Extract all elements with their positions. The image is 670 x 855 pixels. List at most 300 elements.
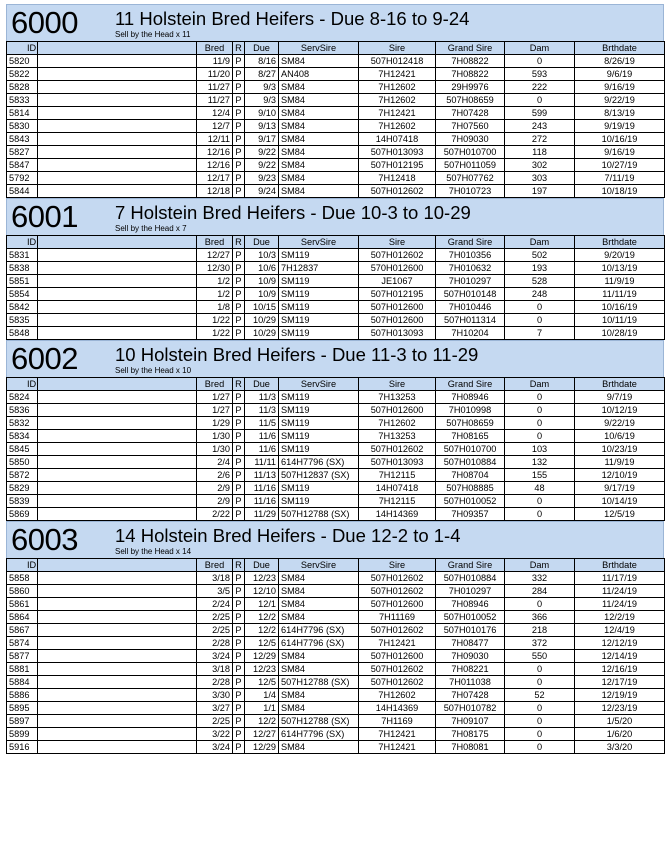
cell-bred: 3/27 bbox=[197, 702, 233, 715]
cell-due: 12/2 bbox=[245, 624, 279, 637]
cell-due: 10/29 bbox=[245, 314, 279, 327]
cell-birthdate: 12/16/19 bbox=[575, 663, 665, 676]
cell-bred: 12/30 bbox=[197, 262, 233, 275]
heifer-table bbox=[6, 377, 665, 521]
cell-bred: 2/25 bbox=[197, 624, 233, 637]
cell-due: 1/4 bbox=[245, 689, 279, 702]
cell-serv-sire: SM119 bbox=[279, 482, 359, 495]
cell-blank bbox=[38, 469, 197, 482]
cell-blank bbox=[38, 301, 197, 314]
cell-dam: 222 bbox=[505, 81, 575, 94]
cell-bred: 2/28 bbox=[197, 676, 233, 689]
cell-grand-sire: 7H011038 bbox=[436, 676, 505, 689]
cell-id: 5824 bbox=[7, 391, 38, 404]
column-header-grand-sire: Grand Sire bbox=[436, 559, 505, 572]
cell-blank bbox=[38, 663, 197, 676]
cell-grand-sire: 7H08165 bbox=[436, 430, 505, 443]
table-row bbox=[7, 572, 665, 585]
cell-dam: 193 bbox=[505, 262, 575, 275]
column-header-dam: Dam bbox=[505, 236, 575, 249]
cell-serv-sire: SM84 bbox=[279, 611, 359, 624]
column-header-blank bbox=[38, 236, 197, 249]
cell-r: P bbox=[233, 495, 245, 508]
column-header-bred: Bred bbox=[197, 42, 233, 55]
cell-bred: 1/29 bbox=[197, 417, 233, 430]
lot-number: 6002 bbox=[11, 341, 78, 376]
cell-grand-sire: 507H010176 bbox=[436, 624, 505, 637]
cell-grand-sire: 7H09030 bbox=[436, 133, 505, 146]
cell-id: 5827 bbox=[7, 146, 38, 159]
column-header-dam: Dam bbox=[505, 559, 575, 572]
table-row bbox=[7, 327, 665, 340]
cell-bred: 12/17 bbox=[197, 172, 233, 185]
cell-serv-sire: SM84 bbox=[279, 741, 359, 754]
cell-blank bbox=[38, 430, 197, 443]
cell-id: 5843 bbox=[7, 133, 38, 146]
cell-sire: 507H012600 bbox=[359, 650, 436, 663]
table-row bbox=[7, 120, 665, 133]
cell-bred: 12/16 bbox=[197, 146, 233, 159]
cell-bred: 11/9 bbox=[197, 55, 233, 68]
cell-bred: 2/24 bbox=[197, 598, 233, 611]
heifer-table bbox=[6, 41, 665, 198]
cell-bred: 2/6 bbox=[197, 469, 233, 482]
column-header-due: Due bbox=[245, 42, 279, 55]
cell-serv-sire: SM84 bbox=[279, 120, 359, 133]
column-header-grand-sire: Grand Sire bbox=[436, 236, 505, 249]
cell-dam: 0 bbox=[505, 728, 575, 741]
cell-birthdate: 9/17/19 bbox=[575, 482, 665, 495]
table-row bbox=[7, 508, 665, 521]
cell-serv-sire: SM84 bbox=[279, 702, 359, 715]
table-row bbox=[7, 741, 665, 754]
cell-serv-sire: SM119 bbox=[279, 495, 359, 508]
lot-title: 10 Holstein Bred Heifers - Due 11-3 to 11-29 bbox=[115, 344, 479, 365]
table-row bbox=[7, 637, 665, 650]
cell-r: P bbox=[233, 598, 245, 611]
cell-dam: 118 bbox=[505, 146, 575, 159]
column-header-serv-sire: ServSire bbox=[279, 378, 359, 391]
table-row bbox=[7, 94, 665, 107]
cell-id: 5848 bbox=[7, 327, 38, 340]
cell-grand-sire: 7H10204 bbox=[436, 327, 505, 340]
table-row bbox=[7, 456, 665, 469]
cell-birthdate: 12/23/19 bbox=[575, 702, 665, 715]
cell-birthdate: 12/19/19 bbox=[575, 689, 665, 702]
cell-serv-sire: 507H12837 (SX) bbox=[279, 469, 359, 482]
cell-sire: 507H012602 bbox=[359, 443, 436, 456]
cell-due: 11/6 bbox=[245, 430, 279, 443]
column-header-sire: Sire bbox=[359, 42, 436, 55]
cell-serv-sire: 507H12788 (SX) bbox=[279, 715, 359, 728]
cell-id: 5877 bbox=[7, 650, 38, 663]
cell-id: 5839 bbox=[7, 495, 38, 508]
cell-r: P bbox=[233, 288, 245, 301]
cell-id: 5832 bbox=[7, 417, 38, 430]
cell-due: 12/2 bbox=[245, 715, 279, 728]
cell-sire: 507H012195 bbox=[359, 288, 436, 301]
table-row bbox=[7, 404, 665, 417]
cell-bred: 3/18 bbox=[197, 572, 233, 585]
cell-id: 5884 bbox=[7, 676, 38, 689]
table-row bbox=[7, 314, 665, 327]
column-header-id: ID bbox=[7, 378, 38, 391]
cell-r: P bbox=[233, 611, 245, 624]
cell-sire: 507H012195 bbox=[359, 159, 436, 172]
cell-birthdate: 12/10/19 bbox=[575, 469, 665, 482]
cell-r: P bbox=[233, 637, 245, 650]
cell-birthdate: 12/4/19 bbox=[575, 624, 665, 637]
cell-bred: 1/27 bbox=[197, 404, 233, 417]
cell-sire: 507H012602 bbox=[359, 624, 436, 637]
cell-dam: 48 bbox=[505, 482, 575, 495]
cell-sire: 507H012602 bbox=[359, 249, 436, 262]
cell-blank bbox=[38, 624, 197, 637]
cell-grand-sire: 7H010356 bbox=[436, 249, 505, 262]
cell-blank bbox=[38, 185, 197, 198]
cell-blank bbox=[38, 741, 197, 754]
cell-blank bbox=[38, 314, 197, 327]
cell-due: 12/23 bbox=[245, 663, 279, 676]
cell-r: P bbox=[233, 417, 245, 430]
cell-dam: 132 bbox=[505, 456, 575, 469]
cell-r: P bbox=[233, 301, 245, 314]
cell-serv-sire: SM119 bbox=[279, 249, 359, 262]
cell-sire: 7H12602 bbox=[359, 94, 436, 107]
table-row bbox=[7, 676, 665, 689]
cell-birthdate: 1/6/20 bbox=[575, 728, 665, 741]
cell-bred: 2/4 bbox=[197, 456, 233, 469]
table-row bbox=[7, 146, 665, 159]
cell-serv-sire: SM119 bbox=[279, 404, 359, 417]
cell-grand-sire: 7H09030 bbox=[436, 650, 505, 663]
cell-sire: 507H012602 bbox=[359, 185, 436, 198]
cell-sire: 7H13253 bbox=[359, 430, 436, 443]
lot-header bbox=[6, 340, 664, 377]
cell-dam: 272 bbox=[505, 133, 575, 146]
cell-serv-sire: SM84 bbox=[279, 572, 359, 585]
cell-birthdate: 10/12/19 bbox=[575, 404, 665, 417]
cell-grand-sire: 7H08822 bbox=[436, 68, 505, 81]
column-header-due: Due bbox=[245, 559, 279, 572]
cell-bred: 3/30 bbox=[197, 689, 233, 702]
cell-r: P bbox=[233, 728, 245, 741]
cell-birthdate: 10/14/19 bbox=[575, 495, 665, 508]
cell-r: P bbox=[233, 585, 245, 598]
cell-dam: 366 bbox=[505, 611, 575, 624]
cell-bred: 3/22 bbox=[197, 728, 233, 741]
cell-id: 5847 bbox=[7, 159, 38, 172]
cell-due: 12/2 bbox=[245, 611, 279, 624]
cell-id: 5895 bbox=[7, 702, 38, 715]
cell-bred: 2/9 bbox=[197, 482, 233, 495]
cell-bred: 2/9 bbox=[197, 495, 233, 508]
cell-sire: 7H12421 bbox=[359, 741, 436, 754]
cell-serv-sire: SM84 bbox=[279, 663, 359, 676]
cell-bred: 3/18 bbox=[197, 663, 233, 676]
cell-r: P bbox=[233, 482, 245, 495]
cell-due: 10/29 bbox=[245, 327, 279, 340]
cell-birthdate: 11/9/19 bbox=[575, 456, 665, 469]
cell-serv-sire: SM84 bbox=[279, 689, 359, 702]
cell-id: 5842 bbox=[7, 301, 38, 314]
cell-id: 5861 bbox=[7, 598, 38, 611]
cell-r: P bbox=[233, 508, 245, 521]
cell-dam: 0 bbox=[505, 508, 575, 521]
table-row bbox=[7, 598, 665, 611]
cell-blank bbox=[38, 172, 197, 185]
cell-birthdate: 10/27/19 bbox=[575, 159, 665, 172]
cell-bred: 12/18 bbox=[197, 185, 233, 198]
cell-r: P bbox=[233, 624, 245, 637]
lot-subtitle: Sell by the Head x 7 bbox=[115, 224, 187, 233]
cell-serv-sire: SM84 bbox=[279, 146, 359, 159]
cell-sire: 7H12602 bbox=[359, 689, 436, 702]
cell-r: P bbox=[233, 275, 245, 288]
cell-r: P bbox=[233, 159, 245, 172]
cell-dam: 243 bbox=[505, 120, 575, 133]
cell-grand-sire: 507H08885 bbox=[436, 482, 505, 495]
cell-blank bbox=[38, 715, 197, 728]
cell-r: P bbox=[233, 314, 245, 327]
lot-title: 14 Holstein Bred Heifers - Due 12-2 to 1-4 bbox=[115, 525, 461, 546]
cell-dam: 0 bbox=[505, 404, 575, 417]
cell-serv-sire: SM119 bbox=[279, 443, 359, 456]
cell-birthdate: 8/13/19 bbox=[575, 107, 665, 120]
cell-id: 5814 bbox=[7, 107, 38, 120]
cell-blank bbox=[38, 391, 197, 404]
cell-r: P bbox=[233, 663, 245, 676]
table-row bbox=[7, 650, 665, 663]
cell-birthdate: 12/12/19 bbox=[575, 637, 665, 650]
cell-due: 9/23 bbox=[245, 172, 279, 185]
lot-header bbox=[6, 521, 664, 558]
cell-r: P bbox=[233, 81, 245, 94]
column-header-blank bbox=[38, 42, 197, 55]
table-row bbox=[7, 172, 665, 185]
cell-id: 5916 bbox=[7, 741, 38, 754]
cell-due: 11/3 bbox=[245, 391, 279, 404]
cell-blank bbox=[38, 702, 197, 715]
cell-id: 5820 bbox=[7, 55, 38, 68]
cell-grand-sire: 7H09357 bbox=[436, 508, 505, 521]
lot-subtitle: Sell by the Head x 11 bbox=[115, 30, 191, 39]
cell-serv-sire: SM119 bbox=[279, 301, 359, 314]
cell-sire: 7H12421 bbox=[359, 68, 436, 81]
cell-birthdate: 11/9/19 bbox=[575, 275, 665, 288]
cell-due: 12/29 bbox=[245, 650, 279, 663]
cell-birthdate: 12/2/19 bbox=[575, 611, 665, 624]
cell-grand-sire: 7H08946 bbox=[436, 598, 505, 611]
cell-blank bbox=[38, 728, 197, 741]
cell-serv-sire: SM119 bbox=[279, 288, 359, 301]
cell-r: P bbox=[233, 456, 245, 469]
cell-blank bbox=[38, 495, 197, 508]
table-row bbox=[7, 469, 665, 482]
cell-serv-sire: 614H7796 (SX) bbox=[279, 728, 359, 741]
cell-grand-sire: 7H010998 bbox=[436, 404, 505, 417]
cell-serv-sire: 507H12788 (SX) bbox=[279, 508, 359, 521]
cell-due: 11/11 bbox=[245, 456, 279, 469]
cell-serv-sire: SM119 bbox=[279, 327, 359, 340]
cell-serv-sire: SM84 bbox=[279, 650, 359, 663]
cell-blank bbox=[38, 456, 197, 469]
cell-blank bbox=[38, 508, 197, 521]
cell-id: 5835 bbox=[7, 314, 38, 327]
cell-id: 5838 bbox=[7, 262, 38, 275]
cell-blank bbox=[38, 443, 197, 456]
cell-serv-sire: SM84 bbox=[279, 55, 359, 68]
cell-id: 5844 bbox=[7, 185, 38, 198]
cell-birthdate: 1/5/20 bbox=[575, 715, 665, 728]
cell-grand-sire: 7H08946 bbox=[436, 391, 505, 404]
cell-blank bbox=[38, 120, 197, 133]
column-header-birthdate: Brthdate bbox=[575, 42, 665, 55]
cell-blank bbox=[38, 417, 197, 430]
cell-dam: 0 bbox=[505, 702, 575, 715]
lot-header bbox=[6, 198, 664, 235]
cell-dam: 332 bbox=[505, 572, 575, 585]
cell-dam: 197 bbox=[505, 185, 575, 198]
cell-birthdate: 11/24/19 bbox=[575, 585, 665, 598]
lot-number: 6000 bbox=[11, 5, 78, 40]
cell-grand-sire: 507H011059 bbox=[436, 159, 505, 172]
cell-serv-sire: SM84 bbox=[279, 159, 359, 172]
lot-section bbox=[6, 521, 664, 754]
cell-due: 8/27 bbox=[245, 68, 279, 81]
cell-grand-sire: 507H010052 bbox=[436, 495, 505, 508]
cell-blank bbox=[38, 611, 197, 624]
cell-r: P bbox=[233, 327, 245, 340]
column-header-birthdate: Brthdate bbox=[575, 236, 665, 249]
table-row bbox=[7, 495, 665, 508]
cell-due: 12/1 bbox=[245, 598, 279, 611]
cell-due: 11/6 bbox=[245, 443, 279, 456]
cell-bred: 12/27 bbox=[197, 249, 233, 262]
cell-id: 5869 bbox=[7, 508, 38, 521]
cell-r: P bbox=[233, 68, 245, 81]
cell-birthdate: 9/22/19 bbox=[575, 417, 665, 430]
cell-sire: 7H12115 bbox=[359, 495, 436, 508]
cell-sire: 7H12421 bbox=[359, 728, 436, 741]
cell-sire: 7H12602 bbox=[359, 120, 436, 133]
cell-grand-sire: 7H08221 bbox=[436, 663, 505, 676]
table-row bbox=[7, 702, 665, 715]
cell-sire: 507H013093 bbox=[359, 456, 436, 469]
cell-id: 5828 bbox=[7, 81, 38, 94]
cell-id: 5836 bbox=[7, 404, 38, 417]
table-row bbox=[7, 417, 665, 430]
table-row bbox=[7, 185, 665, 198]
cell-birthdate: 12/17/19 bbox=[575, 676, 665, 689]
cell-bred: 3/24 bbox=[197, 650, 233, 663]
cell-sire: 507H012602 bbox=[359, 572, 436, 585]
cell-id: 5833 bbox=[7, 94, 38, 107]
column-header-serv-sire: ServSire bbox=[279, 42, 359, 55]
table-row bbox=[7, 482, 665, 495]
cell-serv-sire: SM84 bbox=[279, 585, 359, 598]
lot-header bbox=[6, 4, 664, 41]
column-header-r: R bbox=[233, 42, 245, 55]
lot-section bbox=[6, 340, 664, 521]
cell-id: 5881 bbox=[7, 663, 38, 676]
cell-due: 12/5 bbox=[245, 637, 279, 650]
cell-blank bbox=[38, 676, 197, 689]
cell-dam: 155 bbox=[505, 469, 575, 482]
cell-blank bbox=[38, 94, 197, 107]
cell-bred: 2/28 bbox=[197, 637, 233, 650]
cell-dam: 0 bbox=[505, 715, 575, 728]
cell-dam: 372 bbox=[505, 637, 575, 650]
cell-serv-sire: SM119 bbox=[279, 391, 359, 404]
table-row bbox=[7, 715, 665, 728]
cell-grand-sire: 7H08175 bbox=[436, 728, 505, 741]
cell-grand-sire: 7H08704 bbox=[436, 469, 505, 482]
cell-dam: 0 bbox=[505, 301, 575, 314]
cell-sire: 507H012418 bbox=[359, 55, 436, 68]
column-header-birthdate: Brthdate bbox=[575, 559, 665, 572]
cell-due: 12/29 bbox=[245, 741, 279, 754]
cell-id: 5834 bbox=[7, 430, 38, 443]
cell-id: 5864 bbox=[7, 611, 38, 624]
cell-sire: 7H11169 bbox=[359, 611, 436, 624]
cell-birthdate: 9/20/19 bbox=[575, 249, 665, 262]
cell-sire: 507H012602 bbox=[359, 585, 436, 598]
column-header-id: ID bbox=[7, 559, 38, 572]
cell-r: P bbox=[233, 185, 245, 198]
cell-grand-sire: 507H010884 bbox=[436, 456, 505, 469]
lot-title: 11 Holstein Bred Heifers - Due 8-16 to 9-24 bbox=[115, 8, 470, 29]
cell-serv-sire: SM84 bbox=[279, 598, 359, 611]
cell-id: 5831 bbox=[7, 249, 38, 262]
cell-due: 11/5 bbox=[245, 417, 279, 430]
cell-birthdate: 10/11/19 bbox=[575, 314, 665, 327]
cell-serv-sire: SM119 bbox=[279, 430, 359, 443]
cell-serv-sire: AN408 bbox=[279, 68, 359, 81]
cell-r: P bbox=[233, 443, 245, 456]
cell-dam: 0 bbox=[505, 430, 575, 443]
cell-r: P bbox=[233, 676, 245, 689]
cell-id: 5830 bbox=[7, 120, 38, 133]
column-header-r: R bbox=[233, 236, 245, 249]
cell-sire: 7H12115 bbox=[359, 469, 436, 482]
cell-r: P bbox=[233, 650, 245, 663]
cell-dam: 502 bbox=[505, 249, 575, 262]
table-header-row bbox=[7, 42, 665, 55]
cell-serv-sire: 614H7796 (SX) bbox=[279, 624, 359, 637]
cell-dam: 0 bbox=[505, 495, 575, 508]
sale-catalog-sheet bbox=[6, 4, 664, 754]
cell-due: 11/16 bbox=[245, 482, 279, 495]
table-row bbox=[7, 689, 665, 702]
cell-r: P bbox=[233, 55, 245, 68]
cell-id: 5858 bbox=[7, 572, 38, 585]
cell-serv-sire: SM84 bbox=[279, 94, 359, 107]
cell-birthdate: 10/6/19 bbox=[575, 430, 665, 443]
table-row bbox=[7, 81, 665, 94]
cell-bred: 11/27 bbox=[197, 94, 233, 107]
cell-birthdate: 9/19/19 bbox=[575, 120, 665, 133]
cell-birthdate: 10/28/19 bbox=[575, 327, 665, 340]
cell-id: 5886 bbox=[7, 689, 38, 702]
column-header-blank bbox=[38, 559, 197, 572]
cell-serv-sire: SM119 bbox=[279, 275, 359, 288]
cell-serv-sire: SM84 bbox=[279, 133, 359, 146]
cell-blank bbox=[38, 68, 197, 81]
cell-grand-sire: 7H010723 bbox=[436, 185, 505, 198]
column-header-due: Due bbox=[245, 378, 279, 391]
column-header-bred: Bred bbox=[197, 236, 233, 249]
